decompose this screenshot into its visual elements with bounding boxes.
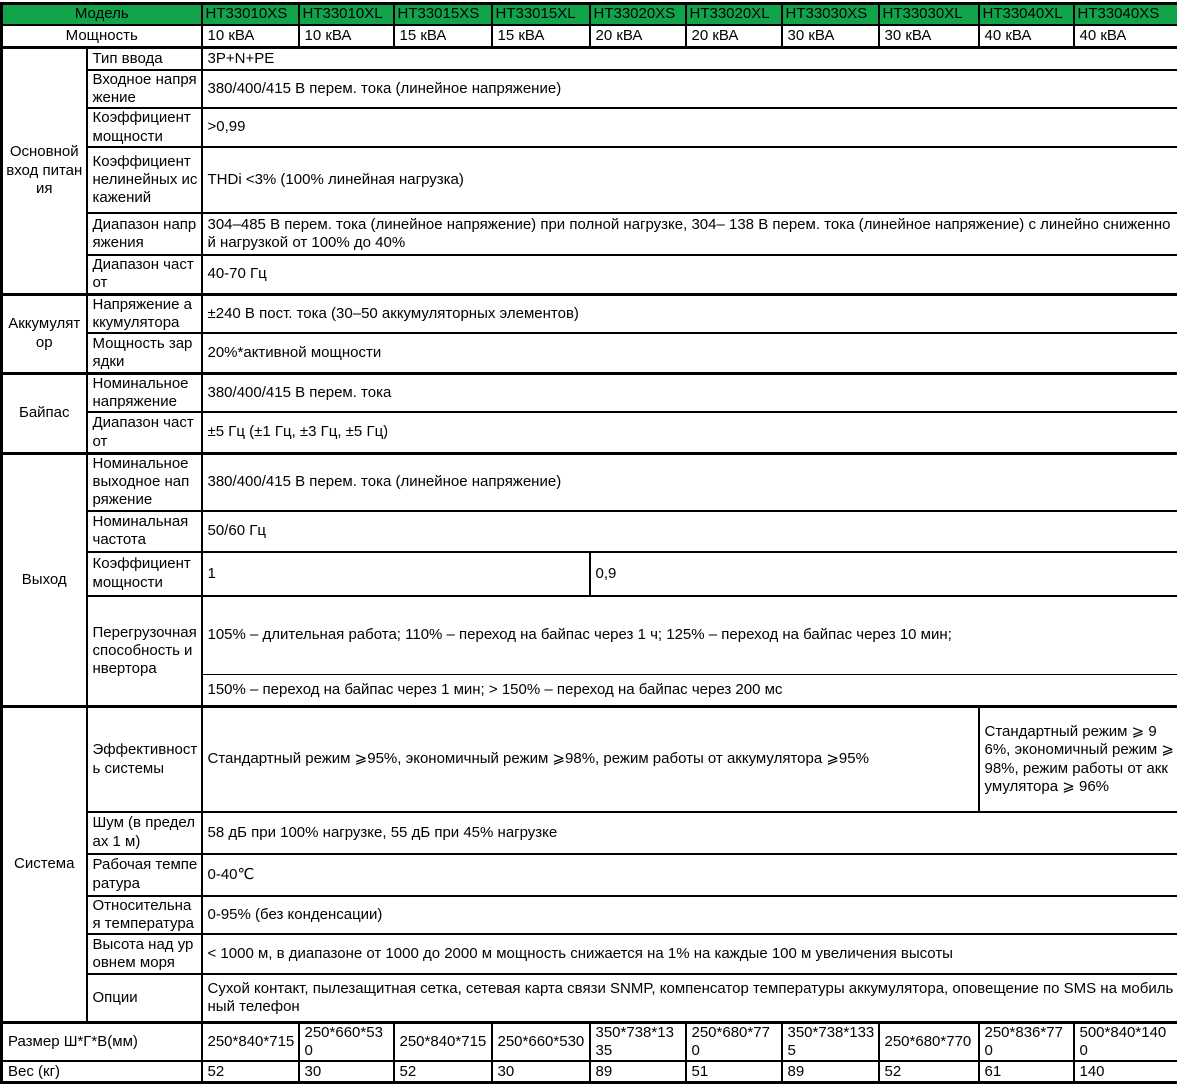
row-options: [2, 974, 1177, 1022]
spec-label: Перегрузочная способность инвертора: [87, 596, 202, 707]
spec-value: 380/400/415 В перем. тока (линейное напряжение): [202, 453, 1177, 510]
spec-value: < 1000 м, в диапазоне от 1000 до 2000 м мощность снижается на 1% на каждые 100 м увеличения высоты: [202, 934, 1177, 974]
group-bypass: Байпас: [2, 373, 87, 453]
dimension-cell: 250*660*530: [299, 1022, 394, 1061]
weight-cell: 51: [686, 1061, 782, 1082]
row-overload-1: [2, 596, 1177, 675]
dimension-cell: 250*660*530: [492, 1022, 590, 1061]
row-relative-temperature: [2, 896, 1177, 935]
row-operating-temperature: [2, 854, 1177, 896]
spec-value: 20%*активной мощности: [202, 333, 1177, 373]
spec-label: Мощность зарядки: [87, 333, 202, 373]
spec-label: Эффективность системы: [87, 707, 202, 812]
spec-label: Коэффициент мощности: [87, 552, 202, 596]
spec-value: 0-40℃: [202, 854, 1177, 896]
group-output: Выход: [2, 453, 87, 706]
spec-value: 40-70 Гц: [202, 255, 1177, 294]
row-input-type: [2, 48, 1177, 70]
dimension-cell: 350*738*1335: [782, 1022, 879, 1061]
group-battery: Аккумулятор: [2, 294, 87, 373]
spec-value: 0-95% (без конденсации): [202, 896, 1177, 935]
group-system: Система: [2, 707, 87, 1023]
spec-value: 304–485 В перем. тока (линейное напряжение) при полной нагрузке, 304– 138 В перем. тока (линейное напряжение) с линейно сниженной нагрузкой от 100% до 40%: [202, 213, 1177, 255]
dimension-cell: 250*836*770: [979, 1022, 1074, 1061]
dimension-cell: 250*680*770: [879, 1022, 979, 1061]
row-output-power-factor: [2, 552, 1177, 596]
group-main-input: Основной вход питания: [2, 48, 87, 295]
spec-value: ±240 В пост. тока (30–50 аккумуляторных элементов): [202, 294, 1177, 333]
row-bypass-freq-range: [2, 412, 1177, 453]
model-header-cell: HT33020XL: [686, 4, 782, 25]
power-cell: 15 кВА: [492, 25, 590, 48]
row-charge-power: [2, 333, 1177, 373]
spec-value: Сухой контакт, пылезащитная сетка, сетевая карта связи SNMP, компенсатор температуры аккумулятора, оповещение по SMS на мобильный телефон: [202, 974, 1177, 1022]
model-row-label: Модель: [2, 4, 202, 25]
spec-label: Коэффициент мощности: [87, 108, 202, 147]
spec-value: THDi <3% (100% линейная нагрузка): [202, 147, 1177, 213]
row-battery-voltage: [2, 294, 1177, 333]
spec-label: Коэффициент нелинейных искажений: [87, 147, 202, 213]
row-input-voltage: [2, 70, 1177, 109]
row-input-freq-range: [2, 255, 1177, 294]
spec-label: Опции: [87, 974, 202, 1022]
model-header-cell: HT33040XL: [979, 4, 1074, 25]
row-output-freq: [2, 511, 1177, 552]
row-weight: [2, 1061, 1177, 1082]
spec-value: 3P+N+PE: [202, 48, 1177, 70]
dimension-cell: 350*738*1335: [590, 1022, 686, 1061]
spec-label: Диапазон частот: [87, 255, 202, 294]
model-header-cell: HT33040XS: [1074, 4, 1177, 25]
dimension-cell: 500*840*1400: [1074, 1022, 1177, 1061]
spec-value: 380/400/415 В перем. тока: [202, 373, 1177, 412]
weight-row-label: Вес (кг): [2, 1061, 202, 1082]
model-header-cell: HT33020XS: [590, 4, 686, 25]
power-cell: 20 кВА: [590, 25, 686, 48]
weight-cell: 52: [202, 1061, 299, 1082]
spec-label: Высота над уровнем моря: [87, 934, 202, 974]
spec-label: Номинальное напряжение: [87, 373, 202, 412]
power-row: [2, 25, 1177, 48]
row-noise: [2, 812, 1177, 854]
row-altitude: [2, 934, 1177, 974]
row-efficiency: [2, 707, 1177, 812]
spec-label: Шум (в пределах 1 м): [87, 812, 202, 854]
model-header-cell: HT33010XS: [202, 4, 299, 25]
spec-value-pf-1: 1: [202, 552, 590, 596]
model-header-cell: HT33030XL: [879, 4, 979, 25]
power-cell: 15 кВА: [394, 25, 492, 48]
row-output-voltage: [2, 453, 1177, 510]
spec-value-efficiency-40kva: Стандартный режим ⩾ 96%, экономичный режим ⩾ 98%, режим работы от аккумулятора ⩾ 96%: [979, 707, 1177, 812]
power-cell: 10 кВА: [202, 25, 299, 48]
row-voltage-range: [2, 213, 1177, 255]
power-cell: 10 кВА: [299, 25, 394, 48]
model-header-cell: HT33015XS: [394, 4, 492, 25]
spec-value: >0,99: [202, 108, 1177, 147]
row-thd: [2, 147, 1177, 213]
spec-label: Входное напряжение: [87, 70, 202, 109]
spec-value: 380/400/415 В перем. тока (линейное напряжение): [202, 70, 1177, 109]
spec-value-pf-09: 0,9: [590, 552, 1177, 596]
dimension-cell: 250*840*715: [394, 1022, 492, 1061]
spec-value: ±5 Гц (±1 Гц, ±3 Гц, ±5 Гц): [202, 412, 1177, 453]
dimensions-row-label: Размер Ш*Г*В(мм): [2, 1022, 202, 1061]
weight-cell: 61: [979, 1061, 1074, 1082]
dimension-cell: 250*680*770: [686, 1022, 782, 1061]
model-header-cell: HT33030XS: [782, 4, 879, 25]
row-bypass-voltage: [2, 373, 1177, 412]
spec-label: Тип ввода: [87, 48, 202, 70]
spec-label: Номинальное выходное напряжение: [87, 453, 202, 510]
weight-cell: 52: [394, 1061, 492, 1082]
power-row-label: Мощность: [2, 25, 202, 48]
power-cell: 20 кВА: [686, 25, 782, 48]
spec-label: Напряжение аккумулятора: [87, 294, 202, 333]
spec-label: Диапазон напряжения: [87, 213, 202, 255]
model-header-row: [2, 4, 1177, 25]
power-cell: 40 кВА: [1074, 25, 1177, 48]
spec-value: 105% – длительная работа; 110% – переход на байпас через 1 ч; 125% – переход на байпас через 10 мин;: [202, 596, 1177, 675]
spec-value: 50/60 Гц: [202, 511, 1177, 552]
weight-cell: 140: [1074, 1061, 1177, 1082]
spec-label: Диапазон частот: [87, 412, 202, 453]
spec-value: 58 дБ при 100% нагрузке, 55 дБ при 45% нагрузке: [202, 812, 1177, 854]
power-cell: 40 кВА: [979, 25, 1074, 48]
power-cell: 30 кВА: [879, 25, 979, 48]
model-header-cell: HT33015XL: [492, 4, 590, 25]
spec-label: Рабочая температура: [87, 854, 202, 896]
dimension-cell: 250*840*715: [202, 1022, 299, 1061]
spec-value: 150% – переход на байпас через 1 мин; > 150% – переход на байпас через 200 мс: [202, 675, 1177, 707]
row-dimensions: [2, 1022, 1177, 1061]
weight-cell: 52: [879, 1061, 979, 1082]
power-cell: 30 кВА: [782, 25, 879, 48]
weight-cell: 30: [299, 1061, 394, 1082]
spec-table: [0, 2, 1177, 1084]
model-header-cell: HT33010XL: [299, 4, 394, 25]
row-input-power-factor: [2, 108, 1177, 147]
spec-label: Относительная температура: [87, 896, 202, 935]
spec-label: Номинальная частота: [87, 511, 202, 552]
spec-value-efficiency-main: Стандартный режим ⩾95%, экономичный режим ⩾98%, режим работы от аккумулятора ⩾95%: [202, 707, 979, 812]
weight-cell: 30: [492, 1061, 590, 1082]
weight-cell: 89: [590, 1061, 686, 1082]
weight-cell: 89: [782, 1061, 879, 1082]
